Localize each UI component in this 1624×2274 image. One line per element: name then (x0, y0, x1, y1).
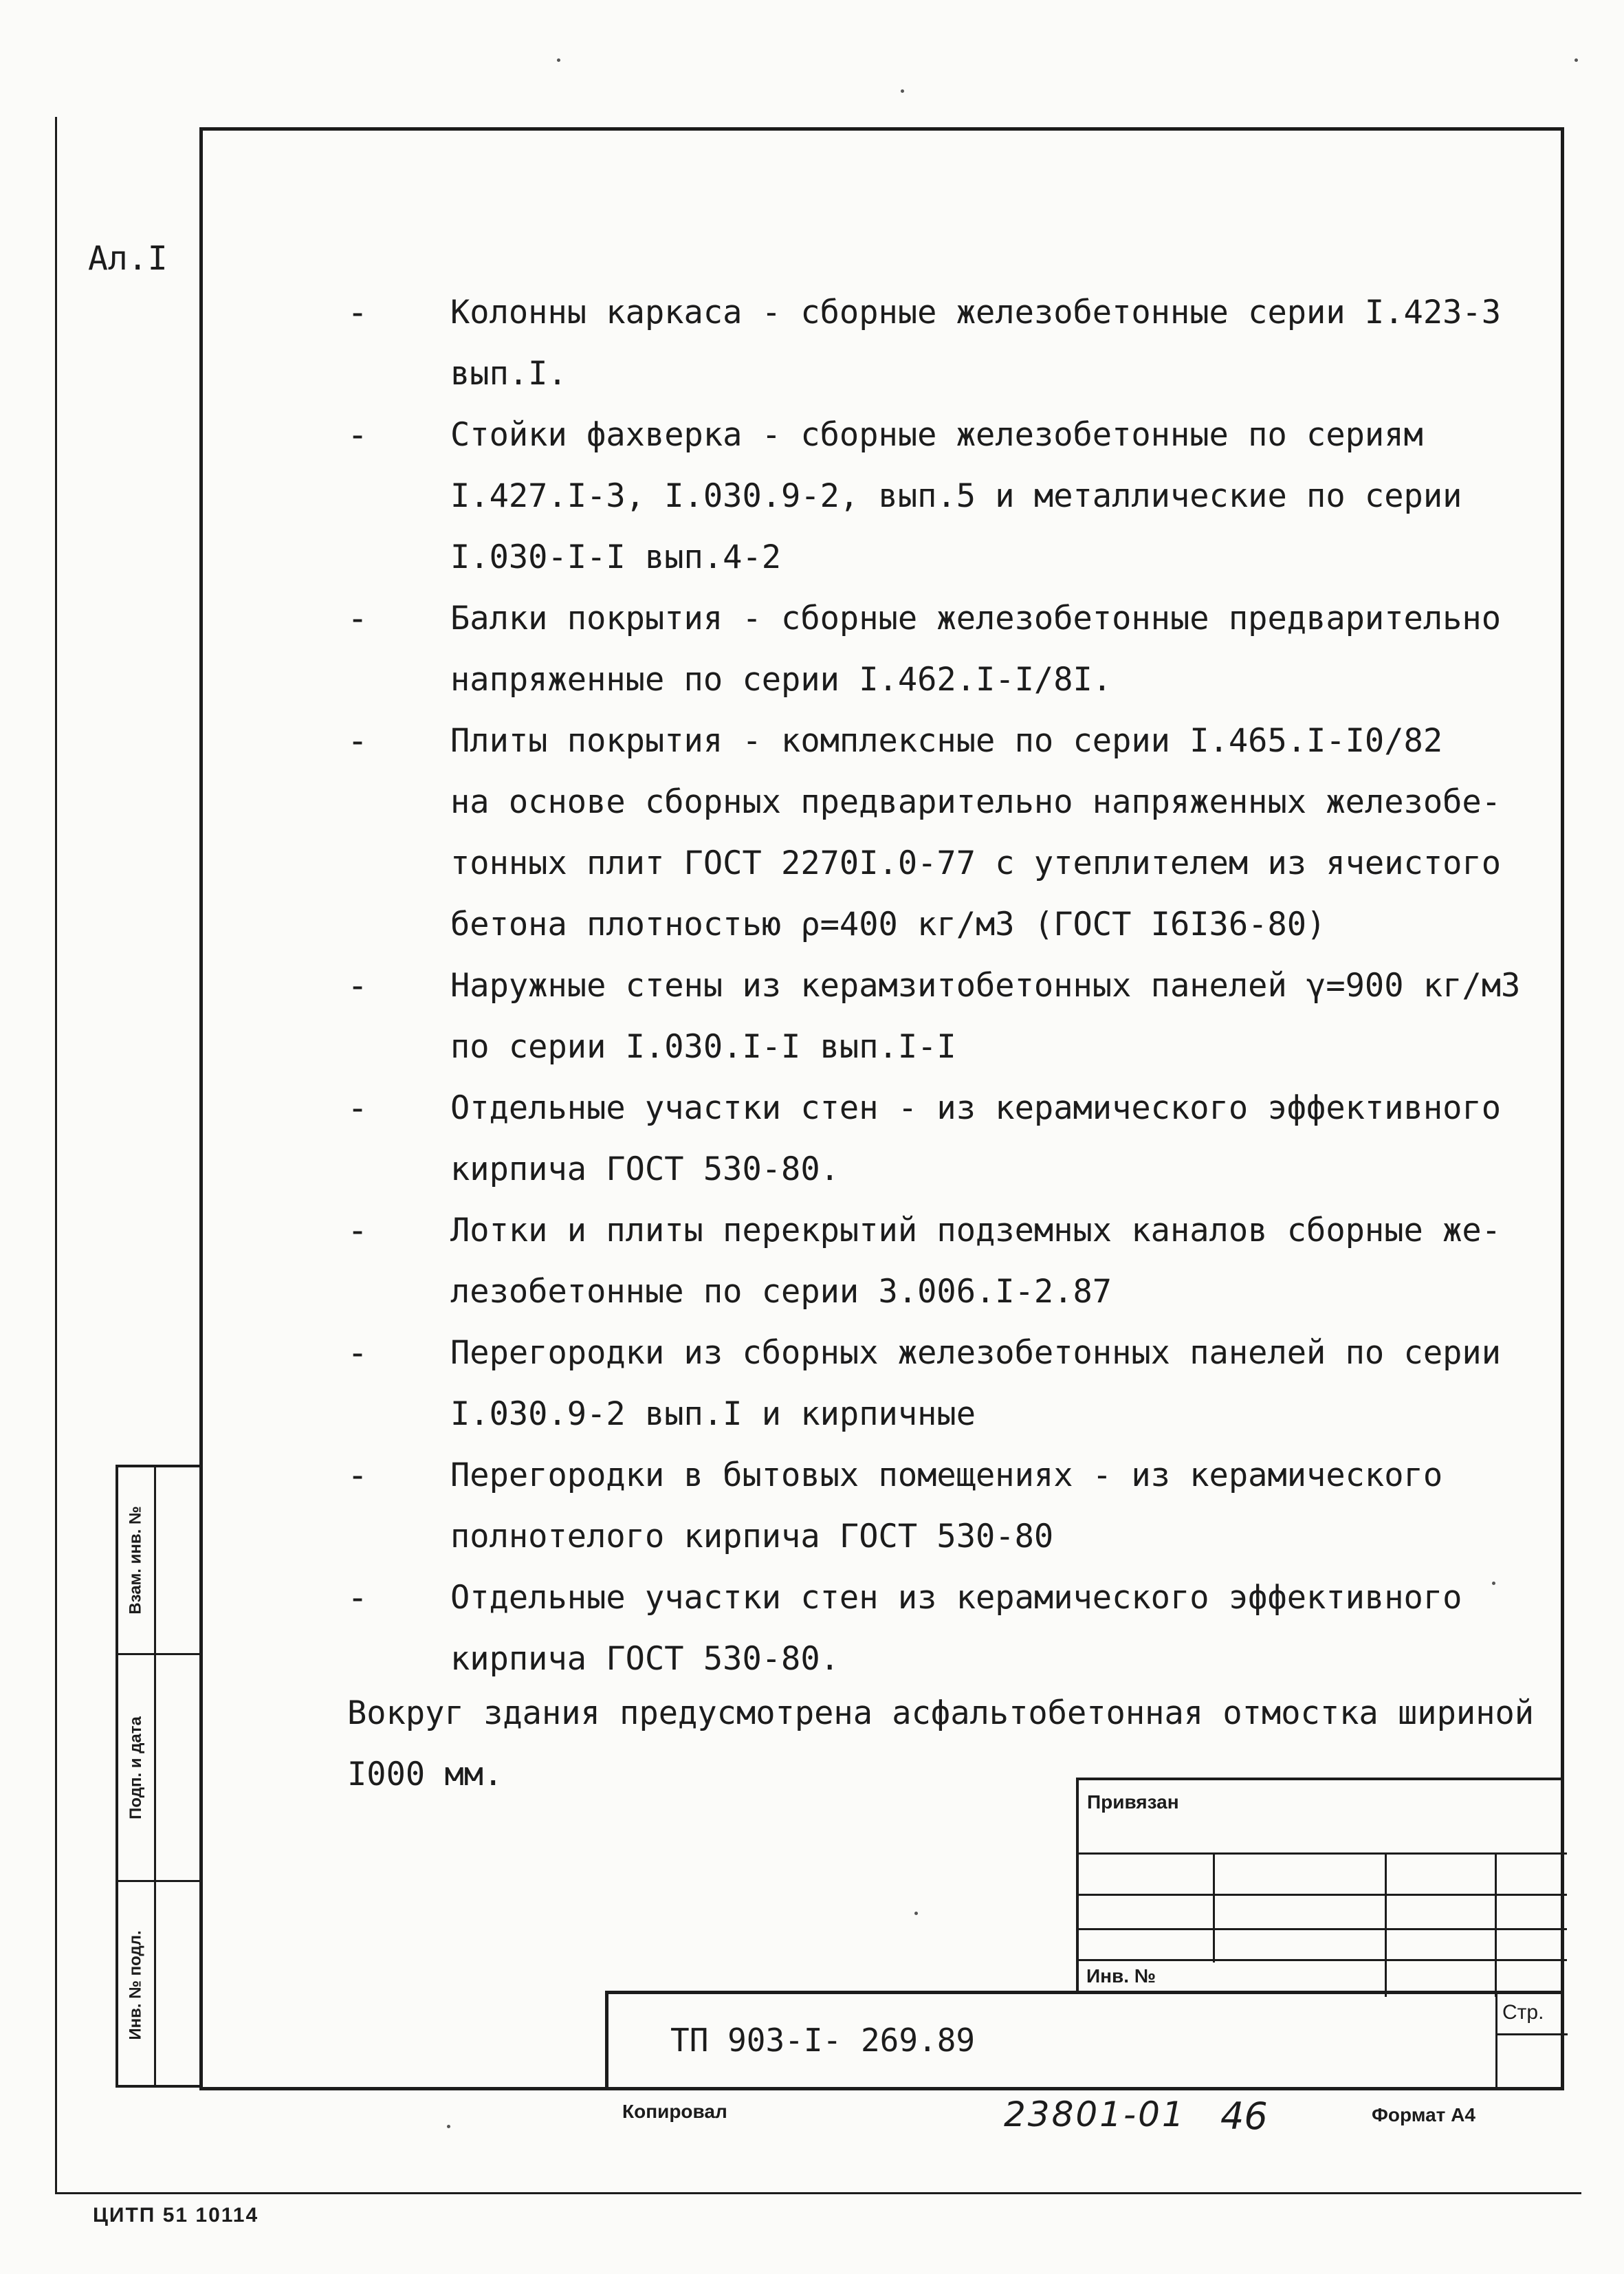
item-line: Отдельные участки стен - из керамического эффективного (450, 1089, 1502, 1127)
item-line: вып.I. (450, 355, 567, 393)
list-item (347, 1445, 1544, 1567)
bullet-dash: - (347, 598, 369, 638)
item-line: по серии I.030.I-I вып.I-I (450, 1028, 956, 1066)
inv-label: Инв. № подл. (127, 1930, 145, 2040)
bullet-dash: - (347, 1088, 369, 1128)
bullet-dash: - (347, 1210, 369, 1250)
scan-speck (1574, 58, 1578, 62)
scan-speck (901, 89, 904, 93)
list-item (347, 588, 1544, 710)
footer-line: I000 мм. (347, 1756, 503, 1793)
scan-speck (914, 1912, 918, 1915)
vzam-label: Взам. инв. № (127, 1506, 146, 1615)
bullet-dash: - (347, 415, 369, 455)
item-line: Лотки и плиты перекрытий подземных каналов сборные же- (450, 1212, 1502, 1249)
item-line: на основе сборных предварительно напряженных железобе- (450, 783, 1502, 821)
item-line: кирпича ГОСТ 530-80. (450, 1640, 840, 1678)
item-line: лезобетонные по серии 3.006.I-2.87 (450, 1273, 1112, 1311)
item-line: I.427.I-3, I.030.9-2, вып.5 и металлические по серии (450, 477, 1462, 515)
handwritten-page: 46 (1220, 2095, 1268, 2138)
title-block-main (605, 1991, 1564, 2090)
bullet-dash: - (347, 1577, 369, 1617)
title-block-upper (1076, 1778, 1564, 1994)
handwritten-number: 23801-01 (1004, 2095, 1186, 2134)
podp-label: Подп. и дата (127, 1716, 146, 1819)
outer-bottom-border (55, 2192, 1581, 2194)
scan-speck (557, 58, 560, 62)
bullet-dash: - (347, 1333, 369, 1373)
bullet-dash: - (347, 965, 369, 1005)
page-label: Стр. (1502, 2001, 1544, 2024)
item-line: Отдельные участки стен из керамического эффективного (450, 1579, 1462, 1617)
list-item (347, 955, 1544, 1078)
item-line: Стойки фахверка - сборные железобетонные по сериям (450, 416, 1423, 454)
document-code: ТП 903-I- 269.89 (670, 2022, 976, 2059)
list-item (347, 1322, 1544, 1445)
sheet-mark: Ал.I (88, 239, 168, 278)
item-line: Колонны каркаса - сборные железобетонные серии I.423-3 (450, 294, 1502, 331)
item-line: тонных плит ГОСТ 2270I.0-77 с утеплителем из ячеистого (450, 844, 1502, 882)
inv-no-label: Инв. № (1086, 1965, 1156, 1987)
item-line: Балки покрытия - сборные железобетонные предварительно (450, 600, 1502, 637)
bullet-dash: - (347, 721, 369, 761)
privyazan-label: Привязан (1087, 1791, 1179, 1813)
spec-list (347, 282, 1544, 1690)
scan-speck (1492, 1582, 1495, 1585)
bullet-dash: - (347, 1455, 369, 1495)
item-line: Наружные стены из керамзитобетонных панелей γ=900 кг/м3 (450, 967, 1521, 1005)
list-item (347, 404, 1544, 588)
outer-left-border (55, 117, 57, 2194)
list-item (347, 1567, 1544, 1690)
item-line: бетона плотностью ρ=400 кг/м3 (ГОСТ I6I36-80) (450, 906, 1326, 943)
item-line: кирпича ГОСТ 530-80. (450, 1150, 840, 1188)
copied-label: Копировал (622, 2101, 727, 2122)
item-line: Перегородки в бытовых помещениях - из керамического (450, 1456, 1443, 1494)
item-line: I.030.9-2 вып.I и кирпичные (450, 1395, 976, 1433)
side-stamp (116, 1465, 202, 2088)
scan-speck (447, 2125, 450, 2128)
footer-line: Вокруг здания предусмотрена асфальтобетонная отмостка шириной (347, 1694, 1535, 1732)
cipt-code: ЦИТП 51 10114 (93, 2204, 259, 2227)
bullet-dash: - (347, 292, 369, 332)
list-item (347, 710, 1544, 955)
item-line: Перегородки из сборных железобетонных панелей по серии (450, 1334, 1502, 1372)
item-line: Плиты покрытия - комплексные по серии I.465.I-I0/82 (450, 722, 1443, 760)
format-label: Формат А4 (1372, 2104, 1475, 2125)
list-item (347, 1200, 1544, 1322)
item-line: полнотелого кирпича ГОСТ 530-80 (450, 1518, 1054, 1555)
item-line: I.030-I-I вып.4-2 (450, 538, 782, 576)
list-item (347, 282, 1544, 404)
list-item (347, 1078, 1544, 1200)
item-line: напряженные по серии I.462.I-I/8I. (450, 661, 1112, 699)
